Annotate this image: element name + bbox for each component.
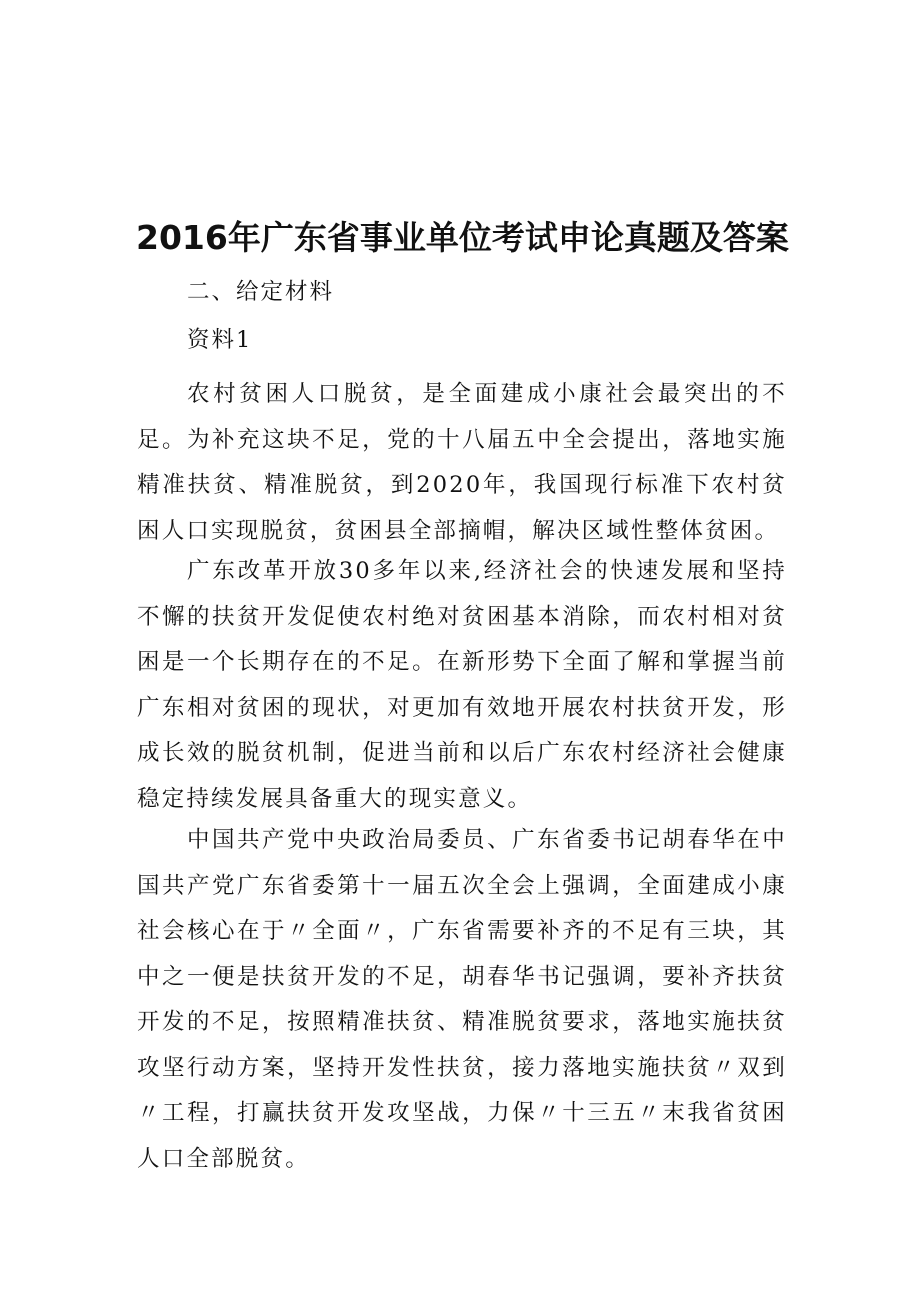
- paragraph-3: 中国共产党中央政治局委员、广东省委书记胡春华在中国共产党广东省委第十一届五次全会上强调，全面建成小康社会核心在于〃全面〃，广东省需要补齐的不足有三块，其中之一便是扶贫开发的不足，胡春华书记强调，要补齐扶贫开发的不足，按照精准扶贫、精准脱贫要求，落地实施扶贫攻坚行动方案，坚持开发性扶贫，接力落地实施扶贫〃双到〃工程，打赢扶贫开发攻坚战，力保〃十三五〃末我省贫困人口全部脱贫。: [137, 827, 787, 1172]
- paragraph-2: 广东改革开放30多年以来,经济社会的快速发展和坚持不懈的扶贫开发促使农村绝对贫困基本消除，而农村相对贫困是一个长期存在的不足。在新形势下全面了解和掌握当前广东相对贫困的现状，对更加有效地开展农村扶贫开发，形成长效的脱贫机制，促进当前和以后广东农村经济社会健康稳定持续发展具备重大的现实意义。: [137, 558, 787, 812]
- document-title: 2016年广东省事业单位考试申论真题及答案: [136, 218, 789, 257]
- material-label: 资料1: [187, 327, 253, 353]
- paragraph-1: 农村贫困人口脱贫，是全面建成小康社会最突出的不足。为补充这块不足，党的十八届五中全会提出，落地实施精准扶贫、精准脱贫，到2020年，我国现行标准下农村贫困人口实现脱贫，贫困县全部摘帽，解决区域性整体贫困。: [137, 381, 787, 544]
- section-heading: 二、给定材料: [187, 279, 335, 305]
